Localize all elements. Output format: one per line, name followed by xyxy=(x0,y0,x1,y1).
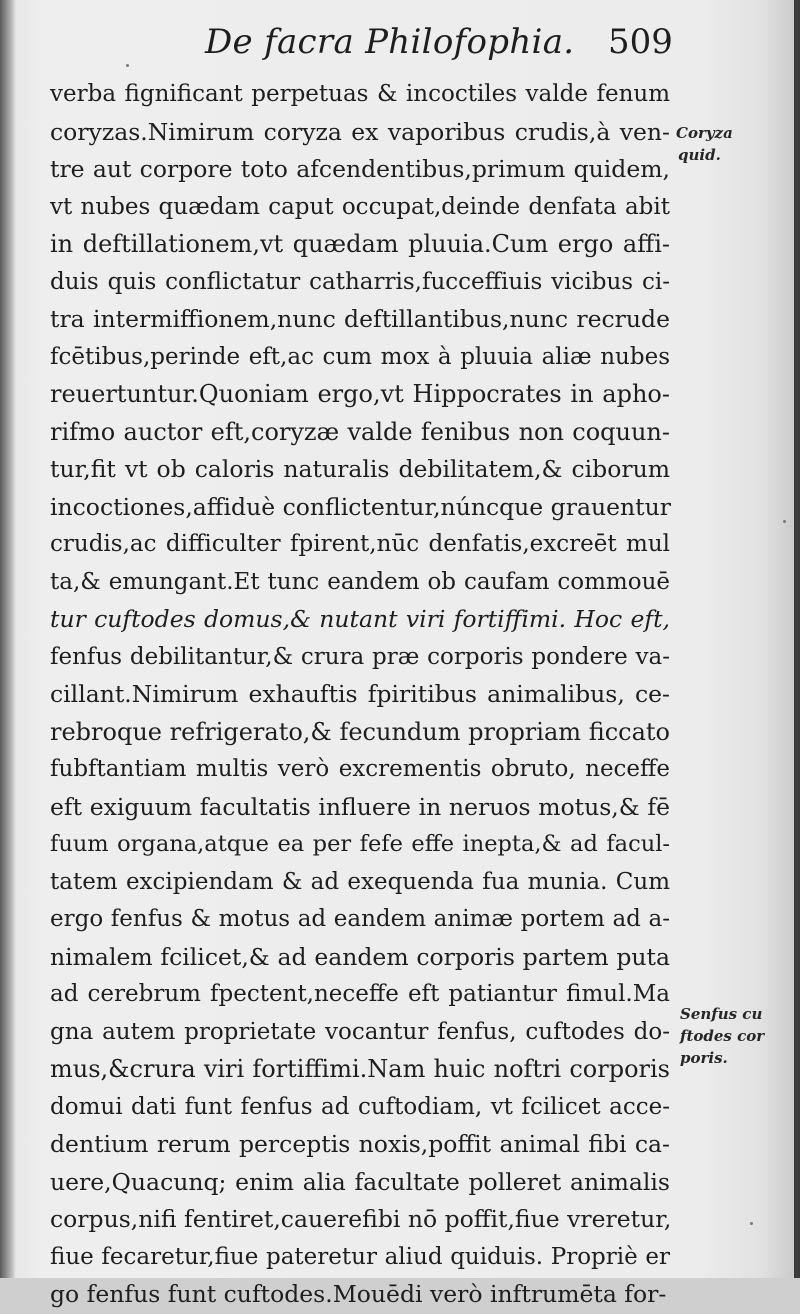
text-line: in deftillationem,vt quædam pluuia.Cum ergo affi- xyxy=(50,230,670,258)
text-line: ad cerebrum fpectent,neceffe eft patiantur fimul.Ma xyxy=(50,981,670,1007)
text-line: gna autem proprietate vocantur fenfus, cuftodes do- xyxy=(50,1018,670,1045)
binding-gutter-shadow xyxy=(0,0,16,1278)
text-line: eft exiguum facultatis influere in neruos motus,& fē xyxy=(50,792,670,821)
text-line-italic: tur cuftodes domus,& nutant viri fortiffimi. Hoc eft, xyxy=(50,605,670,633)
text-line: duis quis conflictatur catharris,fucceffiuis vicibus ci- xyxy=(50,268,670,295)
text-line: fiue fecaretur,fiue pateretur aliud quiduis. Propriè er xyxy=(50,1243,670,1270)
text-line: ergo fenfus & motus ad eandem animæ portem ad a- xyxy=(50,906,670,932)
text-line: rebroque refrigerato,& fecundum propriam ficcato xyxy=(50,717,670,746)
text-line: crudis,ac difficulter fpirent,nūc denfatis,excreēt mul xyxy=(50,531,670,557)
text-line: vt nubes quædam caput occupat,deinde denfata abit xyxy=(50,193,670,220)
margin-note-line: poris. xyxy=(680,1049,728,1067)
margin-note-line: quid. xyxy=(678,146,721,164)
paper-speck xyxy=(750,1222,753,1225)
text-line: rifmo auctor eft,coryzæ valde fenibus non coquun- xyxy=(50,417,670,446)
text-line: cillant.Nimirum exhauftis fpiritibus animalibus, ce- xyxy=(50,680,670,708)
text-line: tatem excipiendam & ad exequenda fua munia. Cum xyxy=(50,868,670,895)
text-line: dentium rerum perceptis noxis,poffit animal fibi ca- xyxy=(50,1130,670,1158)
paper-speck xyxy=(783,520,786,523)
paper-speck xyxy=(126,64,129,67)
text-line: go fenfus funt cuftodes.Mouēdi verò inftrumēta for- xyxy=(50,1280,667,1308)
text-line: reuertuntur.Quoniam ergo,vt Hippocrates in apho- xyxy=(50,380,670,408)
margin-note-line: Coryza xyxy=(676,124,733,142)
text-line: tra intermiffionem,nunc deftillantibus,nunc recrude xyxy=(50,305,670,333)
body-text xyxy=(50,76,670,1314)
text-line: uere,Quacunq; enim alia facultate polleret animalis xyxy=(50,1167,670,1196)
text-line: tre aut corpore toto afcendentibus,primum quidem, xyxy=(50,155,670,183)
text-line: coryzas.Nimirum coryza ex vaporibus crudis,à ven- xyxy=(50,117,670,146)
text-line: ta,& emungant.Et tunc eandem ob caufam commouē xyxy=(50,568,670,595)
margin-note-line: Senfus cu xyxy=(680,1005,763,1023)
text-line: fenfus debilitantur,& crura præ corporis pondere va- xyxy=(50,643,670,670)
margin-note-line: ftodes cor xyxy=(680,1027,765,1045)
text-line: fuum organa,atque ea per fefe effe inepta,& ad facul- xyxy=(50,831,670,857)
text-line: mus,&crura viri fortiffimi.Nam huic noftri corporis xyxy=(50,1055,670,1083)
page-number: 509 xyxy=(608,22,673,62)
running-header-title: De facra Philofophia. xyxy=(205,22,575,62)
text-line: fubftantiam multis verò excrementis obruto, neceffe xyxy=(50,756,670,782)
text-line: incoctiones,affiduè conflictentur,núncque grauentur xyxy=(50,492,671,521)
text-line: nimalem fcilicet,& ad eandem corporis partem puta xyxy=(50,942,670,971)
page-edge xyxy=(794,0,800,1278)
text-line: tur,fit vt ob caloris naturalis debilitatem,& ciborum xyxy=(50,455,670,483)
margin-note-coryza xyxy=(676,122,733,166)
text-line: domui dati funt fenfus ad cuftodiam, vt fcilicet acce- xyxy=(50,1093,670,1120)
text-line: corpus,nifi fentiret,cauerefibi nō poffit,fiue vreretur, xyxy=(50,1205,672,1233)
margin-note-sensus xyxy=(680,1003,764,1069)
text-line: verba fignificant perpetuas & incoctiles valde fenum xyxy=(50,81,670,107)
text-line: fcētibus,perinde eft,ac cum mox à pluuia aliæ nubes xyxy=(50,343,670,370)
